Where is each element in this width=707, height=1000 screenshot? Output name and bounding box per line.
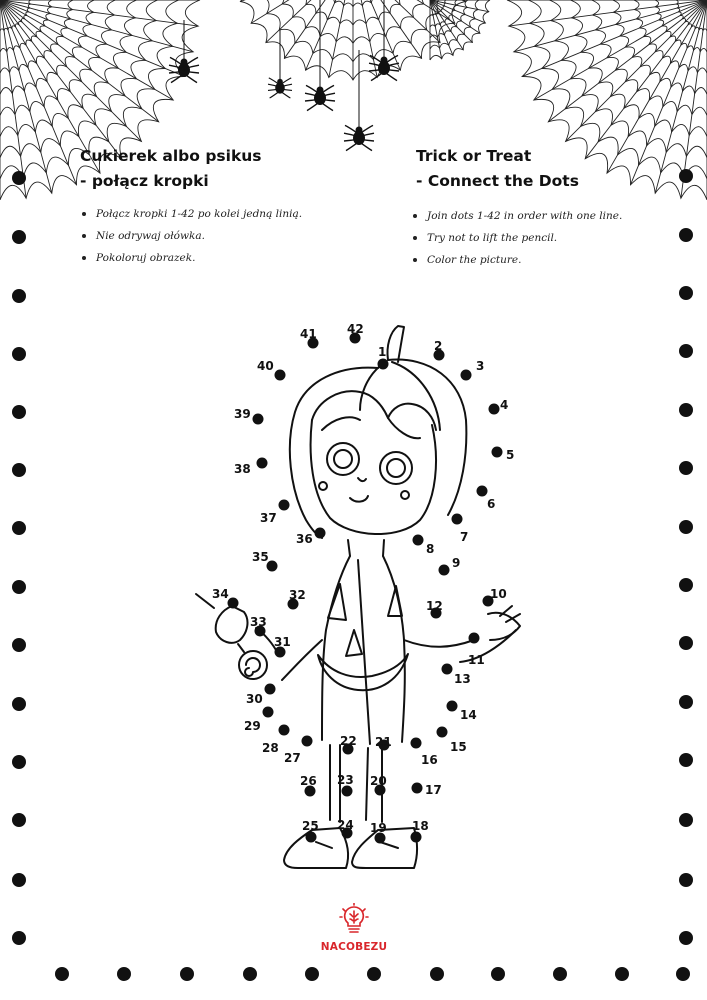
dot-23 <box>342 786 353 797</box>
dot-1 <box>378 359 389 370</box>
instruction-item: Nie odrywaj ołówka. <box>80 225 302 247</box>
instruction-item: Pokoloruj obrazek. <box>80 247 302 269</box>
dot-34 <box>228 598 239 609</box>
dot-16 <box>411 738 422 749</box>
dot-label-18: 18 <box>412 819 429 833</box>
instruction-item: Join dots 1-42 in order with one line. <box>411 205 622 227</box>
dot-label-37: 37 <box>260 511 277 525</box>
dot-5 <box>492 447 503 458</box>
dot-label-35: 35 <box>252 550 269 564</box>
dot-label-39: 39 <box>234 407 251 421</box>
dot-27 <box>302 736 313 747</box>
instruction-item: Połącz kropki 1-42 po kolei jedną linią. <box>80 203 302 225</box>
dot-label-2: 2 <box>434 339 443 353</box>
dot-label-32: 32 <box>289 588 306 602</box>
instruction-item: Color the picture. <box>411 249 622 271</box>
dot-label-19: 19 <box>370 821 387 835</box>
dot-38 <box>257 458 268 469</box>
dot-6 <box>477 486 488 497</box>
dot-label-16: 16 <box>421 753 438 767</box>
title-polish-line1: Cukierek albo psikus <box>80 147 262 165</box>
dot-label-22: 22 <box>340 734 357 748</box>
dot-label-20: 20 <box>370 774 387 788</box>
dot-label-3: 3 <box>476 359 485 373</box>
dot-label-36: 36 <box>296 532 313 546</box>
dot-13 <box>442 664 453 675</box>
dot-7 <box>452 514 463 525</box>
dot-label-41: 41 <box>300 327 317 341</box>
dot-label-30: 30 <box>246 692 263 706</box>
dot-4 <box>489 404 500 415</box>
title-english-line1: Trick or Treat <box>416 147 532 165</box>
dot-18 <box>411 832 422 843</box>
dot-label-4: 4 <box>500 398 509 412</box>
dot-37 <box>279 500 290 511</box>
dot-label-15: 15 <box>450 740 467 754</box>
dot-label-29: 29 <box>244 719 261 733</box>
dot-label-13: 13 <box>454 672 471 686</box>
dot-label-14: 14 <box>460 708 477 722</box>
dot-label-23: 23 <box>337 773 354 787</box>
dot-label-26: 26 <box>300 774 317 788</box>
dot-40 <box>275 370 286 381</box>
dot-label-21: 21 <box>375 735 392 749</box>
dot-label-8: 8 <box>426 542 435 556</box>
dot-28 <box>279 725 290 736</box>
dot-label-33: 33 <box>250 615 267 629</box>
dot-label-1: 1 <box>378 345 387 359</box>
title-english-line2: - Connect the Dots <box>416 172 579 190</box>
dot-label-17: 17 <box>425 783 442 797</box>
dot-14 <box>447 701 458 712</box>
dot-8 <box>413 535 424 546</box>
dot-label-27: 27 <box>284 751 301 765</box>
dot-29 <box>263 707 274 718</box>
instruction-item: Try not to lift the pencil. <box>411 227 622 249</box>
dot-15 <box>437 727 448 738</box>
dot-label-38: 38 <box>234 462 251 476</box>
dot-label-42: 42 <box>347 322 364 336</box>
dot-label-40: 40 <box>257 359 274 373</box>
dot-30 <box>265 684 276 695</box>
dot-39 <box>253 414 264 425</box>
dot-label-11: 11 <box>468 653 485 667</box>
dot-label-9: 9 <box>452 556 461 570</box>
dot-17 <box>412 783 423 794</box>
dot-11 <box>469 633 480 644</box>
brain-lightbulb-icon <box>339 903 369 935</box>
dot-label-24: 24 <box>337 818 354 832</box>
dot-label-12: 12 <box>426 599 443 613</box>
dot-9 <box>439 565 450 576</box>
logo <box>312 903 396 953</box>
dot-3 <box>461 370 472 381</box>
logo-text: NACOBEZU <box>320 941 388 953</box>
dot-label-28: 28 <box>262 741 279 755</box>
dot-label-5: 5 <box>506 448 515 462</box>
dot-36 <box>315 528 326 539</box>
dot-label-34: 34 <box>212 587 229 601</box>
title-polish-line2: - połącz kropki <box>80 172 209 190</box>
dot-label-31: 31 <box>274 635 291 649</box>
dot-label-7: 7 <box>460 530 469 544</box>
numbered-dots <box>212 322 514 844</box>
dot-label-25: 25 <box>302 819 319 833</box>
dot-25 <box>306 832 317 843</box>
dot-label-6: 6 <box>487 497 496 511</box>
dot-label-10: 10 <box>490 587 507 601</box>
